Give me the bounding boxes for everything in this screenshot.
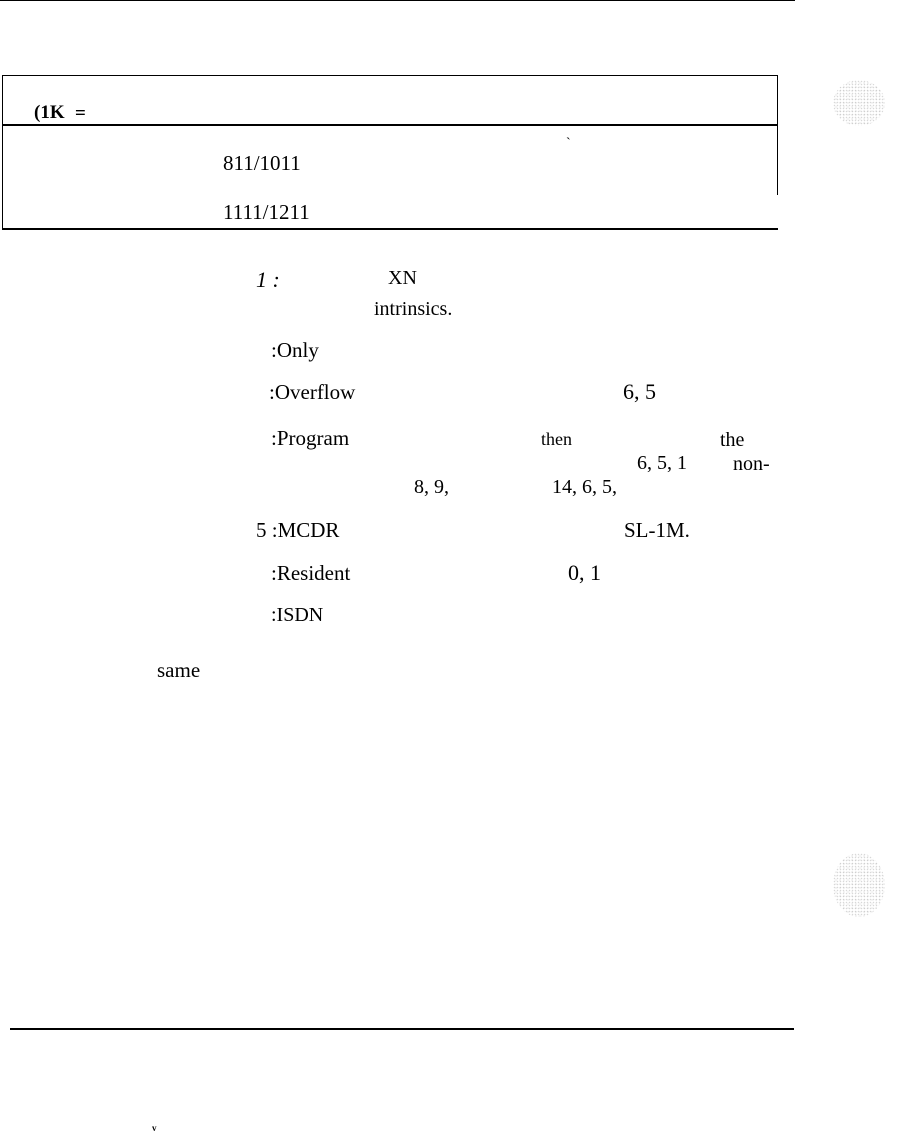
note-1-word-xn: XN (388, 267, 417, 289)
table-row-2-value: 1111/1211 (223, 200, 310, 224)
note-1-word-intrinsics: intrinsics. (374, 298, 453, 320)
note-5-word-sl1m: SL-1M. (624, 518, 690, 542)
note-4-label: :Program (271, 426, 350, 450)
stray-mark: v (152, 1123, 157, 1133)
table-right-border (777, 75, 778, 195)
note-4-numbers-1: 6, 5, 1 (637, 452, 687, 474)
bottom-page-rule (10, 1028, 794, 1030)
table-left-border (2, 75, 3, 230)
table-header-fragment: (1K (34, 102, 65, 123)
table-top-border (2, 75, 778, 76)
note-6-numbers: 0, 1 (568, 560, 601, 585)
note-4-numbers-3: 14, 6, 5, (552, 476, 617, 498)
punch-hole-icon (833, 853, 885, 917)
note-4-word-the: the (720, 429, 745, 451)
note-5-label: 5 :MCDR (256, 518, 340, 542)
table-tick-mark: ` (566, 136, 571, 151)
note-3-label: :Overflow (269, 380, 356, 404)
note-1-label: 1 : (256, 267, 280, 292)
note-7-label: :ISDN (271, 604, 324, 626)
note-6-label: :Resident (271, 561, 351, 585)
table-row-1-value: 811/1011 (223, 151, 301, 175)
note-2-label: :Only (271, 338, 319, 362)
table-header-equals: = (75, 103, 86, 124)
note-4-numbers-2: 8, 9, (414, 476, 449, 498)
table-header-divider (2, 124, 778, 126)
note-4-word-then: then (541, 429, 572, 449)
note-3-numbers: 6, 5 (623, 379, 656, 404)
punch-hole-icon (833, 80, 885, 126)
table-bottom-border (2, 228, 778, 230)
top-page-rule (0, 0, 795, 1)
note-8-word-same: same (157, 658, 201, 682)
note-4-word-non: non- (733, 453, 770, 475)
